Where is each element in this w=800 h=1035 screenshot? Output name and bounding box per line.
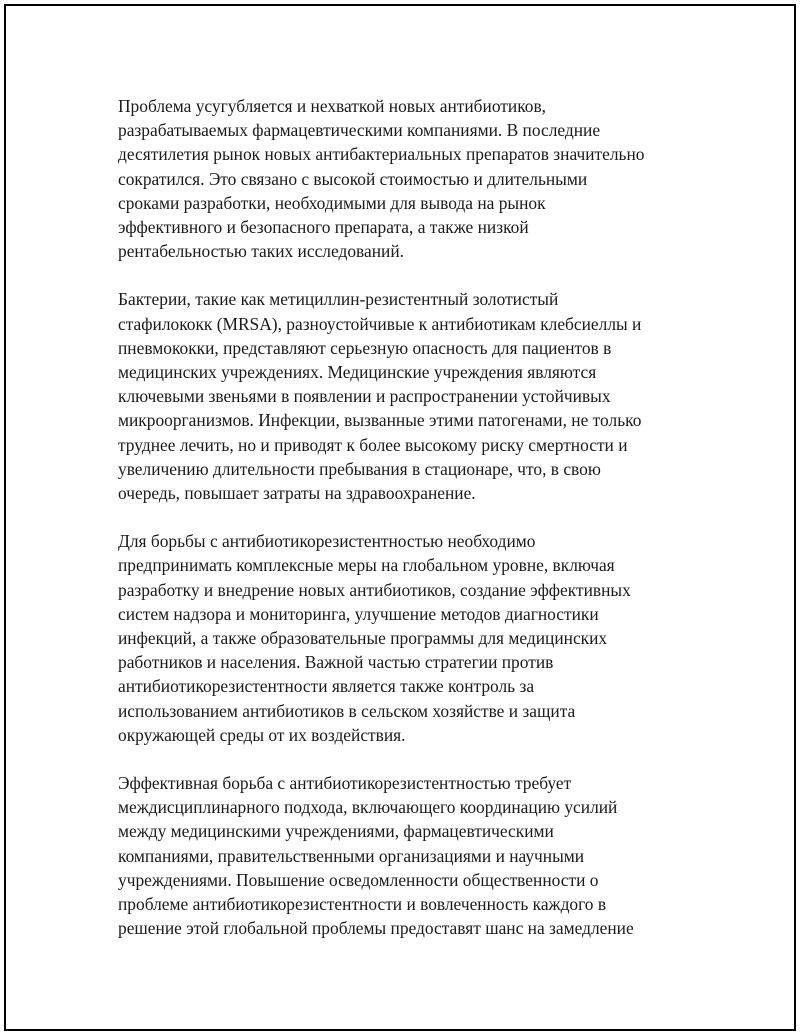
text-line: пневмококки, представляют серьезную опасность для пациентов в [118, 337, 612, 358]
text-line: между медицинскими учреждениями, фармацевтическими [118, 821, 554, 842]
text-line: Бактерии, такие как метициллин-резистентный золотистый [118, 289, 559, 310]
text-line: Для борьбы с антибиотикорезистентностью необходимо [118, 531, 536, 552]
text-line: инфекций, а также образовательные программы для медицинских [118, 628, 608, 649]
text-line: увеличению длительности пребывания в стационаре, что, в свою [118, 458, 601, 479]
text-line: медицинских учреждениях. Медицинские учреждения являются [118, 362, 597, 383]
text-line: предпринимать комплексные меры на глобальном уровне, включая [118, 555, 615, 576]
text-line: очередь, повышает затраты на здравоохранение. [118, 483, 476, 504]
text-line: десятилетия рынок новых антибактериальных препаратов значительно [118, 144, 645, 165]
paragraph-4 [118, 771, 688, 940]
text-line: сроками разработки, необходимыми для вывода на рынок [118, 192, 546, 213]
text-line: Эффективная борьба с антибиотикорезистентностью требует [118, 773, 572, 794]
text-line: систем надзора и мониторинга, улучшение методов диагностики [118, 603, 599, 624]
text-line: разработку и внедрение новых антибиотиков, создание эффективных [118, 579, 631, 600]
text-line: использованием антибиотиков в сельском хозяйстве и защита [118, 700, 576, 721]
text-line: эффективного и безопасного препарата, а также низкой [118, 217, 529, 238]
text-line: ключевыми звеньями в появлении и распространении устойчивых [118, 386, 611, 407]
text-line: работников и населения. Важной частью стратегии против [118, 652, 554, 673]
text-line: проблеме антибиотикорезистентности и вовлеченность каждого в [118, 894, 607, 915]
paragraph-2 [118, 287, 688, 505]
text-line: Проблема усугубляется и нехваткой новых антибиотиков, [118, 96, 547, 116]
text-line: окружающей среды от их воздействия. [118, 724, 406, 745]
text-line: рентабельностью таких исследований. [118, 241, 404, 262]
text-line: сократился. Это связано с высокой стоимостью и длительными [118, 168, 588, 189]
paragraph-3 [118, 529, 688, 747]
text-line: разрабатываемых фармацевтическими компаниями. В последние [118, 120, 601, 141]
text-line: решение этой глобальной проблемы предоставят шанс на замедление [118, 918, 634, 939]
text-line: компаниями, правительственными организациями и научными [118, 845, 585, 866]
document-body [118, 94, 688, 965]
text-line: учреждениями. Повышение осведомленности общественности о [118, 869, 599, 890]
text-line: стафилококк (MRSA), разноустойчивые к антибиотикам клебсиеллы и [118, 313, 642, 334]
text-line: междисциплинарного подхода, включающего координацию усилий [118, 797, 618, 818]
paragraph-1 [118, 94, 688, 263]
text-line: микроорганизмов. Инфекции, вызванные этими патогенами, не только [118, 410, 642, 431]
text-line: труднее лечить, но и приводят к более высокому риску смертности и [118, 434, 628, 455]
text-line: антибиотикорезистентности является также контроль за [118, 676, 535, 697]
